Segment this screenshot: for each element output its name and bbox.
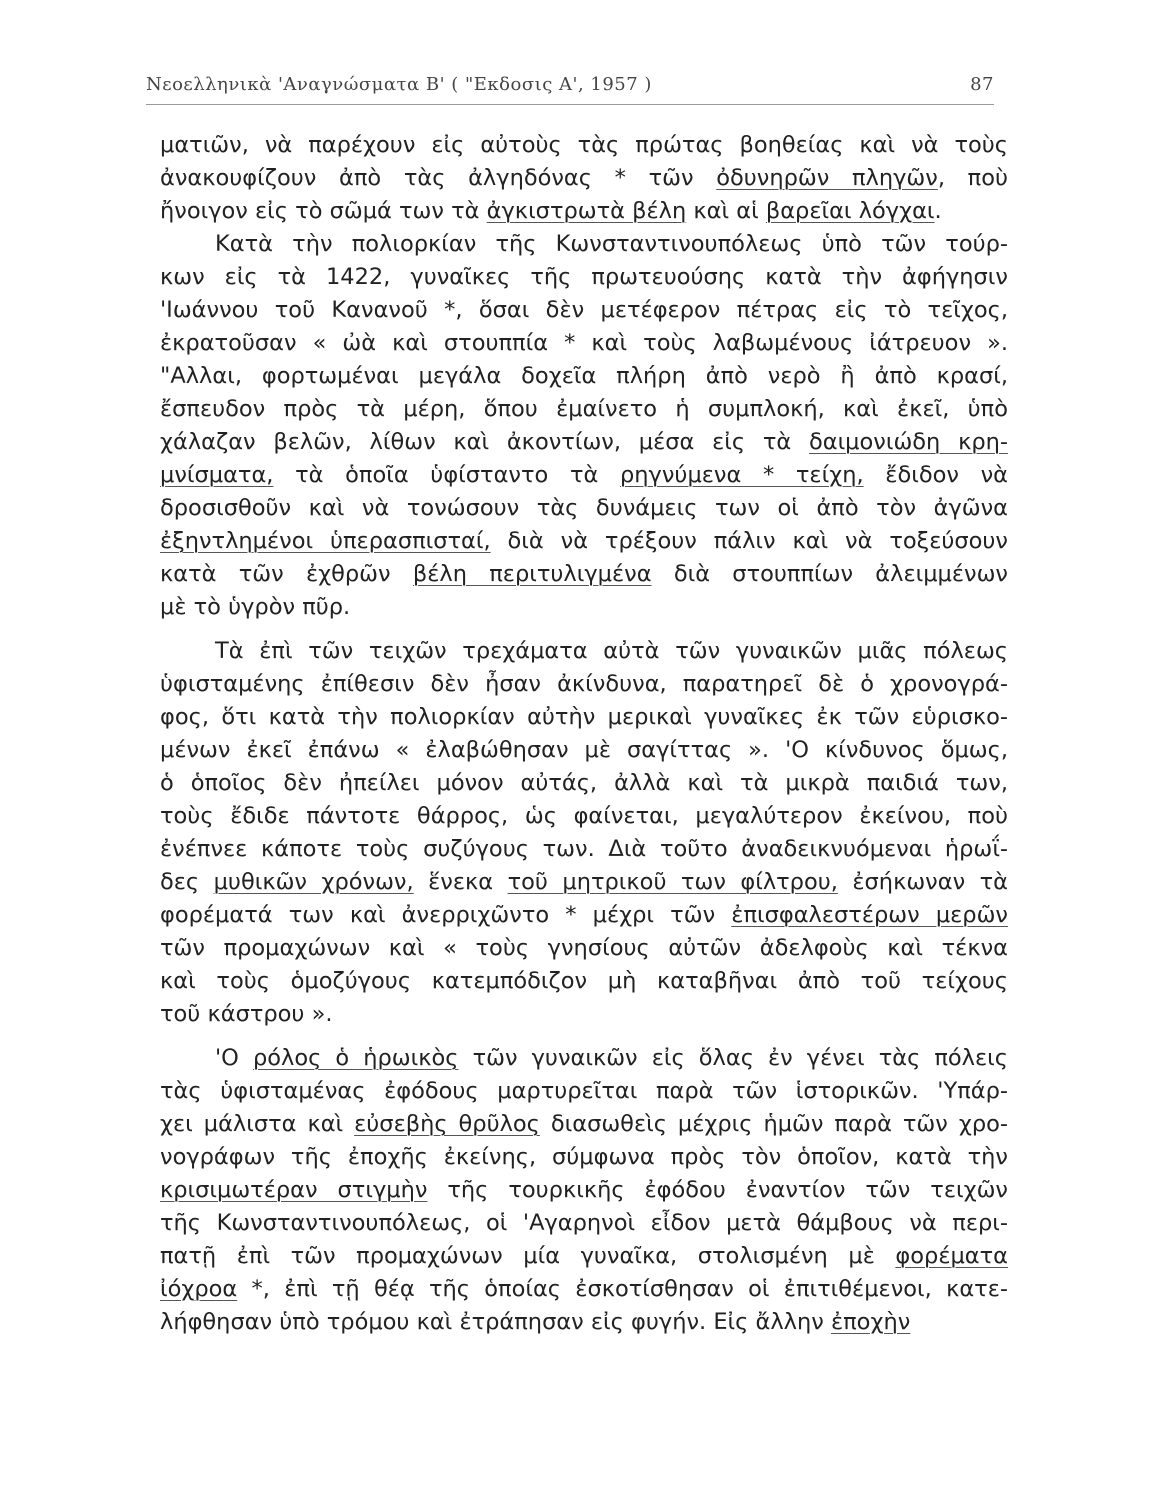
paragraph-gap [160, 624, 1008, 635]
paragraph [160, 1042, 1008, 1339]
text-line: φορέματά των καὶ ἀνερριχῶντο * μέχρι τῶν ἐπισφαλεστέρων μερῶν [160, 902, 1009, 928]
text-line: ματιῶν, νὰ παρέχουν εἰς αὐτοὺς τὰς πρώτας βοηθείας καὶ νὰ τοὺς [160, 132, 1008, 158]
text-line: μὲ τὸ ὑγρὸν πῦρ. [160, 594, 351, 620]
text-line: πατῇ ἐπὶ τῶν προμαχώνων μία γυναῖκα, στολισμένη μὲ φορέματα [160, 1243, 1008, 1269]
paragraph [160, 635, 1008, 1031]
text-line: μνίσματα, τὰ ὁποῖα ὑφίσταντο τὰ ρηγνύμενα * τείχη, ἔδιδον νὰ [160, 462, 1008, 488]
text-line: 'Ιωάννου τοῦ Κανανοῦ *, ὅσαι δὲν μετέφερον πέτρας εἰς τὸ τεῖχος, [160, 297, 1008, 323]
text-line: ἔσπευδον πρὸς τὰ μέρη, ὅπου ἐμαίνετο ἡ συμπλοκή, καὶ ἐκεῖ, ὑπὸ [160, 396, 1008, 422]
text-line: ἤνοιγον εἰς τὸ σῶμά των τὰ ἀγκιστρωτὰ βέλη καὶ αἱ βαρεῖαι λόγχαι. [160, 198, 942, 224]
text-line: τὰς ὑφισταμένας ἐφόδους μαρτυρεῖται παρὰ τῶν ἱστορικῶν. 'Υπάρ- [160, 1078, 1008, 1104]
text-line: φος, ὅτι κατὰ τὴν πολιορκίαν αὐτὴν μερικαὶ γυναῖκες ἐκ τῶν εὑρισκο- [160, 704, 1008, 730]
page-header [146, 70, 994, 104]
text-line: 'Ο ρόλος ὁ ἡρωικὸς τῶν γυναικῶν εἰς ὅλας ἐν γένει τὰς πόλεις [215, 1045, 1008, 1071]
text-line: καὶ τοὺς ὁμοζύγους κατεμπόδιζον μὴ καταβῆναι ἀπὸ τοῦ τείχους [160, 968, 1008, 994]
text-line: χάλαζαν βελῶν, λίθων καὶ ἀκοντίων, μέσα εἰς τὰ δαιμονιώδη κρη- [160, 429, 1008, 455]
text-line: ἰόχροα *, ἐπὶ τῇ θέᾳ τῆς ὁποίας ἐσκοτίσθησαν οἱ ἐπιτιθέμενοι, κατε- [160, 1276, 1008, 1302]
text-line: Κατὰ τὴν πολιορκίαν τῆς Κωνσταντινουπόλεως ὑπὸ τῶν τούρ- [215, 231, 1008, 257]
paragraph [160, 129, 1008, 228]
paragraph-gap [160, 1031, 1008, 1042]
text-line: τῆς Κωνσταντινουπόλεως, οἱ 'Αγαρηνοὶ εἶδον μετὰ θάμβους νὰ περι- [160, 1210, 1008, 1236]
text-line: δροσισθοῦν καὶ νὰ τονώσουν τὰς δυνάμεις των οἱ ἀπὸ τὸν ἀγῶνα [160, 495, 1008, 521]
page-number: 87 [970, 74, 994, 95]
text-line: ὁ ὁποῖος δὲν ἠπείλει μόνον αὐτάς, ἀλλὰ καὶ τὰ μικρὰ παιδιά των, [160, 770, 1008, 796]
header-rule [146, 104, 994, 105]
text-line: κρισιμωτέραν στιγμὴν τῆς τουρκικῆς ἐφόδου ἐναντίον τῶν τειχῶν [160, 1177, 1008, 1203]
text-line: κων εἰς τὰ 1422, γυναῖκες τῆς πρωτευούσης κατὰ τὴν ἀφήγησιν [160, 264, 1008, 290]
text-line: κατὰ τῶν ἐχθρῶν βέλη περιτυλιγμένα διὰ στουππίων ἀλειμμένων [160, 561, 1008, 587]
text-line: ἐκρατοῦσαν « ὠὰ καὶ στουππία * καὶ τοὺς λαβωμένους ἰάτρευον ». [160, 330, 1008, 356]
text-line: νογράφων τῆς ἐποχῆς ἐκείνης, σύμφωνα πρὸς τὸν ὁποῖον, κατὰ τὴν [160, 1144, 1008, 1170]
text-line: δες μυθικῶν χρόνων, ἕνεκα τοῦ μητρικοῦ των φίλτρου, ἐσήκωναν τὰ [160, 869, 1008, 895]
running-title: Νεοελληνικὰ 'Αναγνώσματα Β' ( "Εκδοσις Α', 1957 ) [146, 74, 652, 95]
text-line: ἐνέπνεε κάποτε τοὺς συζύγους των. Διὰ τοῦτο ἀναδεικνυόμεναι ἡρωΐ- [160, 836, 1008, 862]
text-line: ἐξηντλημένοι ὑπερασπισταί, διὰ νὰ τρέξουν πάλιν καὶ νὰ τοξεύσουν [160, 528, 1008, 554]
paragraph [160, 228, 1008, 624]
text-line: ὑφισταμένης ἐπίθεσιν δὲν ἦσαν ἀκίνδυνα, παρατηρεῖ δὲ ὁ χρονογρά- [160, 671, 1008, 697]
text-line: ἀνακουφίζουν ἀπὸ τὰς ἀλγηδόνας * τῶν ὀδυνηρῶν πληγῶν, ποὺ [160, 165, 1008, 191]
body-text [160, 129, 1008, 1339]
text-line: Τὰ ἐπὶ τῶν τειχῶν τρεχάματα αὐτὰ τῶν γυναικῶν μιᾶς πόλεως [215, 638, 1008, 664]
text-line: τοὺς ἔδιδε πάντοτε θάρρος, ὡς φαίνεται, μεγαλύτερον ἐκείνου, ποὺ [160, 803, 1008, 829]
text-line: μένων ἐκεῖ ἐπάνω « ἐλαβώθησαν μὲ σαγίττας ». 'Ο κίνδυνος ὅμως, [160, 737, 1008, 763]
text-line: τῶν προμαχώνων καὶ « τοὺς γνησίους αὐτῶν ἀδελφοὺς καὶ τέκνα [160, 935, 1008, 961]
text-line: τοῦ κάστρου ». [160, 1001, 333, 1027]
text-line: χει μάλιστα καὶ εὐσεβὴς θρῦλος διασωθεὶς μέχρις ἡμῶν παρὰ τῶν χρο- [160, 1111, 1008, 1137]
text-line: "Αλλαι, φορτωμέναι μεγάλα δοχεῖα πλήρη ἀπὸ νερὸ ἢ ἀπὸ κρασί, [160, 363, 1008, 389]
text-line: λήφθησαν ὑπὸ τρόμου καὶ ἐτράπησαν εἰς φυγήν. Εἰς ἄλλην ἐποχὴν [160, 1309, 911, 1335]
